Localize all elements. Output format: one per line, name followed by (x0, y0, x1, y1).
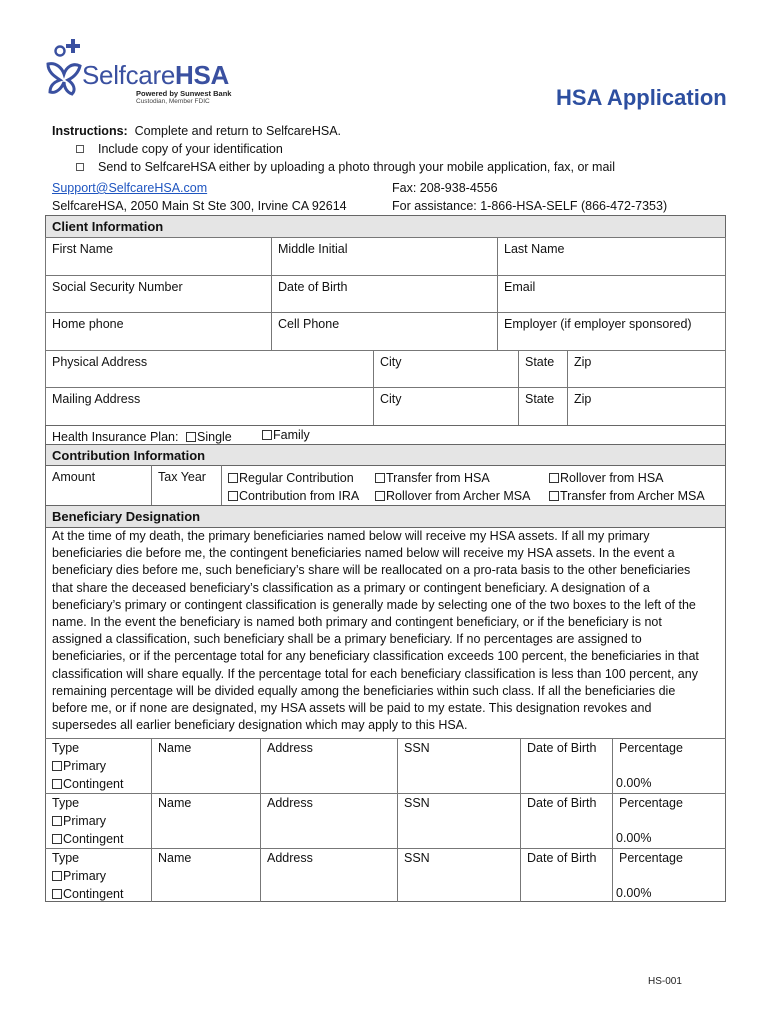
terms-line: beneficiary dies before me, such beneficiary’s share will be reallocated on a pro-rata basis to the other beneficiaries (52, 563, 691, 578)
instruction-bullet-text: Send to SelfcareHSA either by uploading a photo through your mobile application, fax, or mail (98, 160, 615, 174)
instructions-text: Complete and return to SelfcareHSA. (134, 124, 342, 138)
percentage-value[interactable]: 0.00% (616, 776, 652, 790)
row-divider (45, 793, 726, 794)
first-name-field[interactable] (45, 237, 272, 276)
beneficiary-dob-field[interactable]: Date of Birth (527, 851, 597, 865)
terms-line: name. In the event the beneficiary is named both primary and contingent beneficiary, or if the beneficiary is not (52, 615, 662, 630)
option-label: Rollover from HSA (560, 471, 664, 485)
last-name-field[interactable] (497, 237, 726, 276)
option-label: Transfer from Archer MSA (560, 489, 705, 503)
instructions-line (52, 123, 341, 140)
beneficiary-name-field[interactable]: Name (158, 796, 192, 810)
email-field[interactable] (497, 275, 726, 313)
page-title: HSA Application (556, 85, 727, 110)
instructions-label: Instructions: (52, 124, 128, 138)
percentage-label: Percentage (619, 851, 683, 865)
contingent-checkbox[interactable] (52, 834, 62, 844)
bullet-square-icon (76, 163, 84, 171)
logo-mark-icon (42, 36, 86, 96)
contribution-from-ira-option[interactable] (228, 488, 359, 505)
terms-line: before me, or if none are designated, my HSA assets will be paid to my estate. This designation revokes and (52, 701, 652, 716)
tax-year-field[interactable]: Tax Year (158, 470, 206, 484)
beneficiary-terms (52, 528, 722, 734)
date-of-birth-label: Date of Birth (278, 280, 348, 294)
cell-phone-label: Cell Phone (278, 317, 340, 331)
contingent-label: Contingent (63, 777, 124, 791)
table-top-border (45, 738, 726, 739)
rollover-from-archer-msa-option[interactable] (375, 488, 530, 505)
support-email-link[interactable]: Support@SelfcareHSA.com (52, 181, 208, 195)
amount-field[interactable]: Amount (52, 470, 96, 484)
middle-initial-label: Middle Initial (278, 242, 348, 256)
terms-line: remaining percentage will be divided equally among the beneficiaries within such class. If all the beneficiaries die (52, 683, 676, 698)
beneficiary-designation-header: Beneficiary Designation (45, 505, 726, 528)
transfer-from-hsa-checkbox[interactable] (375, 473, 385, 483)
logo-custodian: Custodian, Member FDIC (136, 98, 210, 105)
terms-line: classification will share equally. If the percentage total for each beneficiary classification is less than 100 percent, any (52, 666, 698, 681)
beneficiary-address-field[interactable]: Address (267, 796, 313, 810)
col-divider (151, 738, 152, 902)
home-phone-field[interactable] (45, 312, 272, 351)
logo-text-bold: HSA (174, 60, 229, 90)
beneficiary-ssn-field[interactable]: SSN (404, 796, 430, 810)
bullet-square-icon (76, 145, 84, 153)
zip-label: Zip (574, 355, 592, 369)
mailing-address-label: Mailing Address (52, 392, 141, 406)
col-divider (612, 738, 613, 902)
percentage-label: Percentage (619, 741, 683, 755)
contingent-checkbox[interactable] (52, 779, 62, 789)
beneficiary-dob-field[interactable]: Date of Birth (527, 741, 597, 755)
primary-label: Primary (63, 759, 107, 773)
beneficiary-ssn-field[interactable]: SSN (404, 851, 430, 865)
instruction-bullet-2 (76, 159, 615, 176)
option-label: Regular Contribution (239, 471, 354, 485)
divider (221, 465, 222, 506)
logo-wordmark (82, 60, 229, 91)
plan-single-label: Single (197, 430, 232, 444)
transfer-from-archer-msa-option[interactable] (549, 488, 705, 505)
option-label: Rollover from Archer MSA (386, 489, 531, 503)
row-divider (45, 848, 726, 849)
col-divider (260, 738, 261, 902)
client-information-header: Client Information (45, 215, 726, 238)
regular-contribution-checkbox[interactable] (228, 473, 238, 483)
transfer-from-hsa-option[interactable] (375, 470, 490, 487)
employer-field[interactable] (497, 312, 726, 351)
divider (151, 465, 152, 506)
terms-line: At the time of my death, the primary beneficiaries named below will receive my HSA assets. If all my primary (52, 529, 650, 543)
form-id: HS-001 (648, 976, 682, 987)
family-checkbox[interactable] (262, 430, 272, 440)
primary-checkbox[interactable] (52, 761, 62, 771)
rollover-from-hsa-option[interactable] (549, 470, 664, 487)
health-plan-label: Health Insurance Plan: (52, 430, 179, 444)
contribution-information-header: Contribution Information (45, 444, 726, 466)
home-phone-label: Home phone (52, 317, 124, 331)
percentage-value[interactable]: 0.00% (616, 886, 652, 900)
zip-label: Zip (574, 392, 592, 406)
physical-address-field[interactable] (45, 350, 374, 388)
contingent-option[interactable] (52, 831, 123, 848)
city-label: City (380, 392, 402, 406)
physical-address-label: Physical Address (52, 355, 148, 369)
beneficiary-name-field[interactable]: Name (158, 741, 192, 755)
physical-zip-field[interactable] (567, 350, 726, 388)
middle-initial-field[interactable] (271, 237, 498, 276)
percentage-label: Percentage (619, 796, 683, 810)
state-label: State (525, 392, 555, 406)
terms-line: beneficiary’s primary or contingent classification is generally made by selecting one of the two boxes to the left of the (52, 597, 696, 612)
contingent-label: Contingent (63, 832, 124, 846)
email-label: Email (504, 280, 536, 294)
transfer-from-archer-msa-checkbox[interactable] (549, 491, 559, 501)
fax-number: Fax: 208-938-4556 (392, 181, 498, 195)
primary-checkbox[interactable] (52, 816, 62, 826)
option-label: Contribution from IRA (239, 489, 360, 503)
type-label: Type (52, 851, 80, 865)
last-name-label: Last Name (504, 242, 565, 256)
mailing-zip-field[interactable] (567, 387, 726, 426)
primary-option[interactable] (52, 758, 106, 775)
first-name-label: First Name (52, 242, 114, 256)
single-checkbox[interactable] (186, 432, 196, 442)
physical-city-field[interactable] (373, 350, 519, 388)
beneficiary-address-field[interactable]: Address (267, 851, 313, 865)
employer-label: Employer (if employer sponsored) (504, 317, 692, 331)
percentage-value[interactable]: 0.00% (616, 831, 652, 845)
contingent-option[interactable] (52, 886, 123, 903)
beneficiary-dob-field[interactable]: Date of Birth (527, 796, 597, 810)
mailing-city-field[interactable] (373, 387, 519, 426)
beneficiary-name-field[interactable]: Name (158, 851, 192, 865)
city-label: City (380, 355, 402, 369)
physical-state-field[interactable] (518, 350, 568, 388)
cell-phone-field[interactable] (271, 312, 498, 351)
mailing-address-field[interactable] (45, 387, 374, 426)
primary-option[interactable] (52, 868, 106, 885)
contribution-from-ira-checkbox[interactable] (228, 491, 238, 501)
terms-line: assigned a classification, such beneficiary shall be a primary beneficiary. If no percentages are assigned to (52, 632, 642, 647)
plan-family-label: Family (273, 428, 310, 442)
beneficiary-ssn-field[interactable]: SSN (404, 741, 430, 755)
logo-text-regular: Selfcare (82, 60, 175, 90)
beneficiary-address-field[interactable]: Address (267, 741, 313, 755)
terms-line: beneficiaries die before me, the contingent beneficiaries named below will receive my HSA assets. In the event a (52, 546, 675, 561)
primary-checkbox[interactable] (52, 871, 62, 881)
date-of-birth-field[interactable] (271, 275, 498, 313)
instruction-bullet-text: Include copy of your identification (98, 142, 283, 156)
rollover-from-hsa-checkbox[interactable] (549, 473, 559, 483)
logo-powered-by: Powered by Sunwest Bank (136, 89, 232, 98)
type-label: Type (52, 741, 80, 755)
ssn-label: Social Security Number (52, 280, 183, 294)
rollover-from-archer-msa-checkbox[interactable] (375, 491, 385, 501)
terms-line: beneficiaries, or if the percentage total for any beneficiary classification exceeds 100 percent, the beneficiaries in that (52, 649, 699, 664)
terms-line: that share the deceased beneficiary’s classification as a primary or contingent beneficiary. A designation of a (52, 580, 650, 595)
mailing-address: SelfcareHSA, 2050 Main St Ste 300, Irvine CA 92614 (52, 199, 347, 213)
col-divider (397, 738, 398, 902)
type-label: Type (52, 796, 80, 810)
assistance-phone: For assistance: 1-866-HSA-SELF (866-472-7353) (392, 199, 668, 213)
state-label: State (525, 355, 555, 369)
ssn-field[interactable] (45, 275, 272, 313)
regular-contribution-option[interactable] (228, 470, 354, 487)
primary-label: Primary (63, 814, 107, 828)
instruction-bullet-1 (76, 141, 283, 158)
contingent-checkbox[interactable] (52, 889, 62, 899)
option-label: Transfer from HSA (386, 471, 490, 485)
terms-line: supersedes all earlier beneficiary designation which may apply to this HSA. (52, 718, 468, 733)
col-divider (520, 738, 521, 902)
contingent-option[interactable] (52, 776, 123, 793)
primary-option[interactable] (52, 813, 106, 830)
mailing-state-field[interactable] (518, 387, 568, 426)
contingent-label: Contingent (63, 887, 124, 901)
plan-family-option[interactable] (262, 427, 310, 444)
primary-label: Primary (63, 869, 107, 883)
